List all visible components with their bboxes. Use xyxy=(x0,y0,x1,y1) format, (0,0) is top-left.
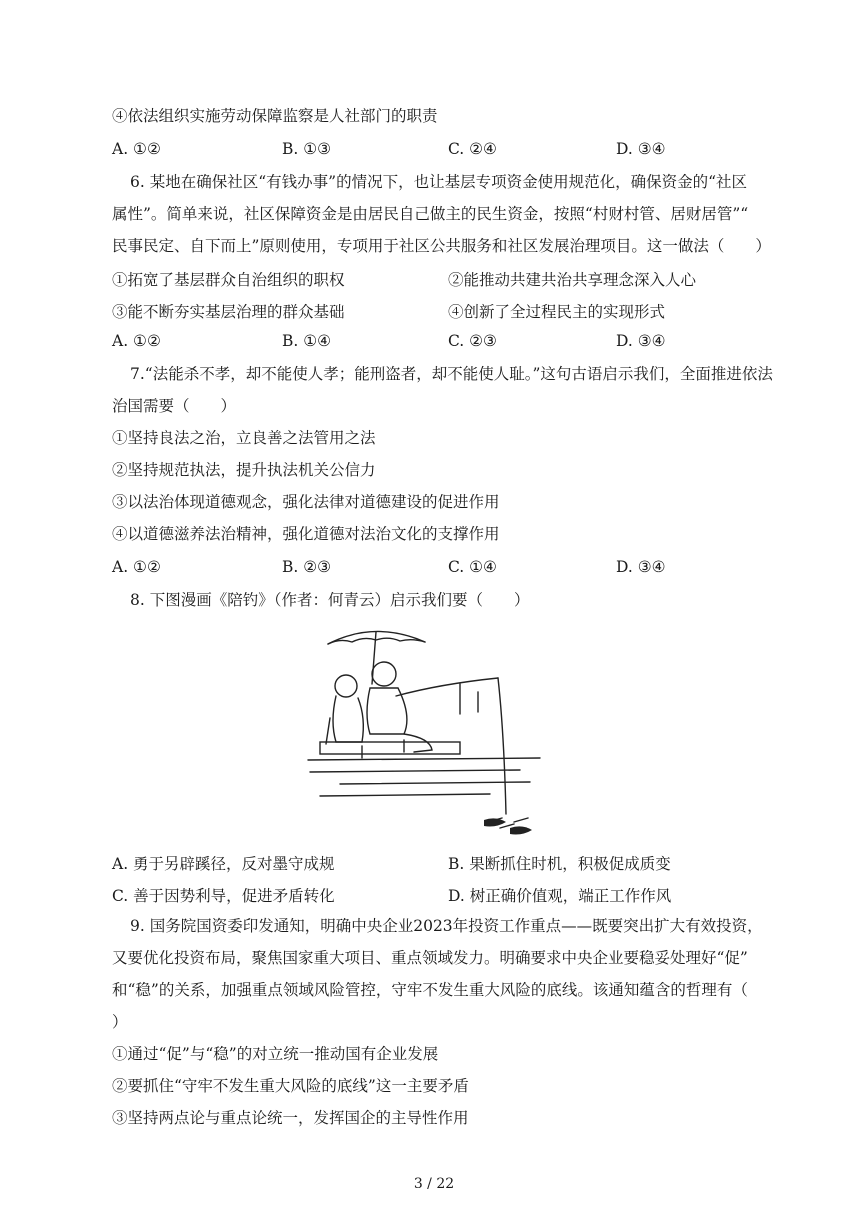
q7-option-a[interactable]: A. ①② xyxy=(112,558,161,576)
fishing-cartoon-image xyxy=(300,622,560,842)
q6-items-row-2 xyxy=(112,300,762,322)
page-number: 3 / 22 xyxy=(413,1176,455,1192)
q9-stem-line-4: ） xyxy=(112,1013,128,1031)
q7-item-3: ③以法治体现道德观念，强化法律对道德建设的促进作用 xyxy=(112,493,500,511)
q5-item-4: ④依法组织实施劳动保障监察是人社部门的职责 xyxy=(112,107,438,125)
q9-stem-line-1: 9. 国务院国资委印发通知，明确中央企业2023年投资工作重点——既要突出扩大有效投资， xyxy=(130,917,763,935)
q8-option-a[interactable]: A. 勇于另辟蹊径，反对墨守成规 xyxy=(112,855,335,873)
q5-option-d[interactable]: D. ③④ xyxy=(616,140,666,158)
q8-options-row-2 xyxy=(112,884,762,906)
q6-option-c[interactable]: C. ②③ xyxy=(448,332,497,350)
q7-options xyxy=(112,558,762,580)
q7-item-2: ②坚持规范执法，提升执法机关公信力 xyxy=(112,461,376,479)
q8-options-row-1 xyxy=(112,852,762,874)
q7-item-1: ①坚持良法之治，立良善之法管用之法 xyxy=(112,429,376,447)
q7-option-b[interactable]: B. ②③ xyxy=(282,558,332,576)
q8-stem: 8. 下图漫画《陪钓》（作者：何青云）启示我们要（ ） xyxy=(130,591,530,609)
q9-item-2: ②要抓住“守牢不发生重大风险的底线”这一主要矛盾 xyxy=(112,1077,469,1095)
q7-option-c[interactable]: C. ①④ xyxy=(448,558,497,576)
q9-stem-line-3: 和“稳”的关系，加强重点领域风险管控，守牢不发生重大风险的底线。该通知蕴含的哲理有（ xyxy=(112,981,748,999)
q9-item-3: ③坚持两点论与重点论统一，发挥国企的主导性作用 xyxy=(112,1109,469,1127)
q6-item-1: ①拓宽了基层群众自治组织的职权 xyxy=(112,271,345,289)
q6-options xyxy=(112,332,762,354)
q7-stem-line-2: 治国需要（ ） xyxy=(112,397,237,415)
q9-stem-line-2: 又要优化投资布局，聚焦国家重大项目、重点领域发力。明确要求中央企业要稳妥处理好“促” xyxy=(112,949,748,967)
q6-option-a[interactable]: A. ①② xyxy=(112,332,161,350)
q8-option-d[interactable]: D. 树正确价值观，端正工作作风 xyxy=(448,887,672,905)
q6-item-3: ③能不断夯实基层治理的群众基础 xyxy=(112,303,345,321)
q6-option-d[interactable]: D. ③④ xyxy=(616,332,666,350)
q5-option-b[interactable]: B. ①③ xyxy=(282,140,332,158)
q6-stem-line-1: 6. 某地在确保社区“有钱办事”的情况下，也让基层专项资金使用规范化，确保资金的“社区 xyxy=(130,173,747,191)
q7-option-d[interactable]: D. ③④ xyxy=(616,558,666,576)
q6-items-row-1 xyxy=(112,268,762,290)
q6-item-2: ②能推动共建共治共享理念深入人心 xyxy=(448,271,697,289)
q5-option-c[interactable]: C. ②④ xyxy=(448,140,497,158)
q9-item-1: ①通过“促”与“稳”的对立统一推动国有企业发展 xyxy=(112,1045,439,1063)
q6-stem-line-3: 民事民定、自下而上”原则使用，专项用于社区公共服务和社区发展治理项目。这一做法（ ） xyxy=(112,237,771,255)
q6-item-4: ④创新了全过程民主的实现形式 xyxy=(448,303,666,321)
q8-option-b[interactable]: B. 果断抓住时机，积极促成质变 xyxy=(448,855,671,873)
q6-stem-line-2: 属性”。简单来说，社区保障资金是由居民自己做主的民生资金，按照“村财村管、居财居管”“ xyxy=(112,205,749,223)
q5-options xyxy=(112,140,762,162)
q7-item-4: ④以道德滋养法治精神，强化道德对法治文化的支撑作用 xyxy=(112,525,500,543)
q8-option-c[interactable]: C. 善于因势利导，促进矛盾转化 xyxy=(112,887,335,905)
q7-stem-line-1: 7.“法能杀不孝，却不能使人孝；能刑盗者，却不能使人耻。”这句古语启示我们，全面推进依法 xyxy=(130,365,773,383)
q6-option-b[interactable]: B. ①④ xyxy=(282,332,332,350)
q5-option-a[interactable]: A. ①② xyxy=(112,140,161,158)
